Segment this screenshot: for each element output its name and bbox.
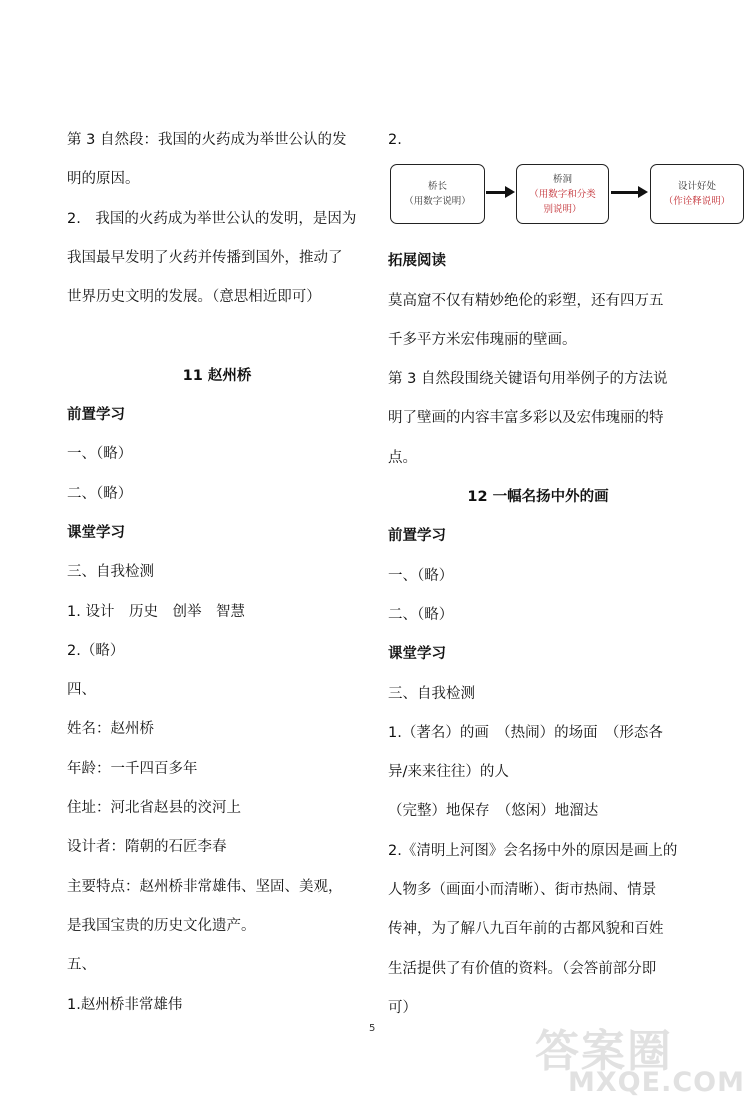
text-line: 一、（略） — [67, 446, 133, 463]
text-line: 四、 — [67, 682, 96, 699]
flow-box-label: 桥长 — [427, 181, 447, 193]
text-line: 1.（著名）的画 （热闹）的场面 （形态各 — [388, 724, 663, 741]
text-line: 明了壁画的内容丰富多彩以及宏伟瑰丽的特 — [388, 410, 664, 427]
text-line: 1.赵州桥非常雄伟 — [67, 996, 183, 1013]
text-line: 异/来来往往）的人 — [388, 764, 509, 781]
right-column — [388, 121, 731, 1028]
arrow-right-icon — [611, 191, 639, 194]
subsection-heading: 课堂学习 — [67, 524, 125, 541]
subsection-heading: 拓展阅读 — [388, 253, 446, 270]
text-line: 一、（略） — [388, 567, 454, 584]
flowchart-number: 2. — [388, 132, 402, 148]
section-heading: 11 赵州桥 — [182, 367, 252, 384]
text-line — [67, 317, 367, 356]
text-line: 人物多（画面小而清晰）、街市热闹、情景 — [388, 882, 657, 899]
subsection-heading: 课堂学习 — [388, 646, 446, 663]
flow-box-sub: （用数字和分类别说明） — [529, 188, 596, 215]
subsection-heading: 前置学习 — [67, 407, 125, 424]
text-line: 主要特点：赵州桥非常雄伟、坚固、美观， — [67, 878, 343, 895]
watermark-line1: 答案圈 — [535, 1026, 673, 1077]
flow-box-sub: （用数字说明） — [404, 196, 471, 208]
text-line: 五、 — [67, 957, 96, 974]
text-line: 明的原因。 — [67, 171, 140, 188]
text-line: 莫高窟不仅有精妙绝伦的彩塑，还有四万五 — [388, 292, 664, 309]
watermark-logo — [520, 1015, 750, 1102]
flow-box-sub: （作诠释说明） — [663, 196, 731, 208]
text-line: 年龄：一千四百多年 — [67, 760, 198, 777]
page-number: 5 — [369, 1023, 376, 1034]
flowchart — [388, 154, 748, 242]
right-column-text — [388, 242, 688, 1028]
text-line: 三、自我检测 — [388, 685, 475, 702]
text-line: 2. 我国的火药成为举世公认的发明，是因为 — [67, 210, 357, 227]
subsection-heading: 前置学习 — [388, 528, 446, 545]
text-line: 2.《清明上河图》会名扬中外的原因是画上的 — [388, 842, 678, 859]
text-line: 传神，为了解八九百年前的古都风貌和百姓 — [388, 921, 664, 938]
left-column — [67, 121, 367, 1025]
flow-box-bridge-arch — [516, 164, 609, 224]
text-line: 二、（略） — [388, 606, 454, 623]
arrow-right-icon — [486, 191, 506, 194]
text-line: 住址：河北省赵县的洨河上 — [67, 800, 241, 817]
text-line: 可） — [388, 999, 417, 1016]
text-line: 世界历史文明的发展。（意思相近即可） — [67, 289, 321, 306]
text-line: 第 3 自然段：我国的火药成为举世公认的发 — [67, 132, 347, 148]
text-line: 点。 — [388, 449, 417, 466]
text-line: 三、自我检测 — [67, 564, 154, 581]
section-heading: 12 一幅名扬中外的画 — [467, 489, 609, 506]
flow-box-label: 设计好处 — [677, 181, 716, 193]
flow-box-bridge-length — [390, 164, 485, 224]
text-line: 姓名：赵州桥 — [67, 721, 154, 738]
text-line: 第 3 自然段围绕关键语句用举例子的方法说 — [388, 371, 668, 388]
text-line: 千多平方米宏伟瑰丽的壁画。 — [388, 331, 577, 348]
text-line: 生活提供了有价值的资料。（会答前部分即 — [388, 960, 657, 977]
text-line: 1. 设计 历史 创举 智慧 — [67, 603, 245, 620]
watermark-line2: MXQE.COM — [568, 1067, 745, 1098]
text-line: 2.（略） — [67, 642, 125, 659]
text-line: 设计者：隋朝的石匠李春 — [67, 839, 227, 856]
flow-box-label: 桥洞 — [552, 173, 572, 185]
text-line: 二、（略） — [67, 485, 133, 502]
text-line: （完整）地保存 （悠闲）地溜达 — [388, 803, 599, 820]
flow-box-design-benefit — [650, 164, 744, 224]
text-line: 是我国宝贵的历史文化遗产。 — [67, 917, 256, 934]
text-line: 我国最早发明了火药并传播到国外，推动了 — [67, 249, 343, 266]
